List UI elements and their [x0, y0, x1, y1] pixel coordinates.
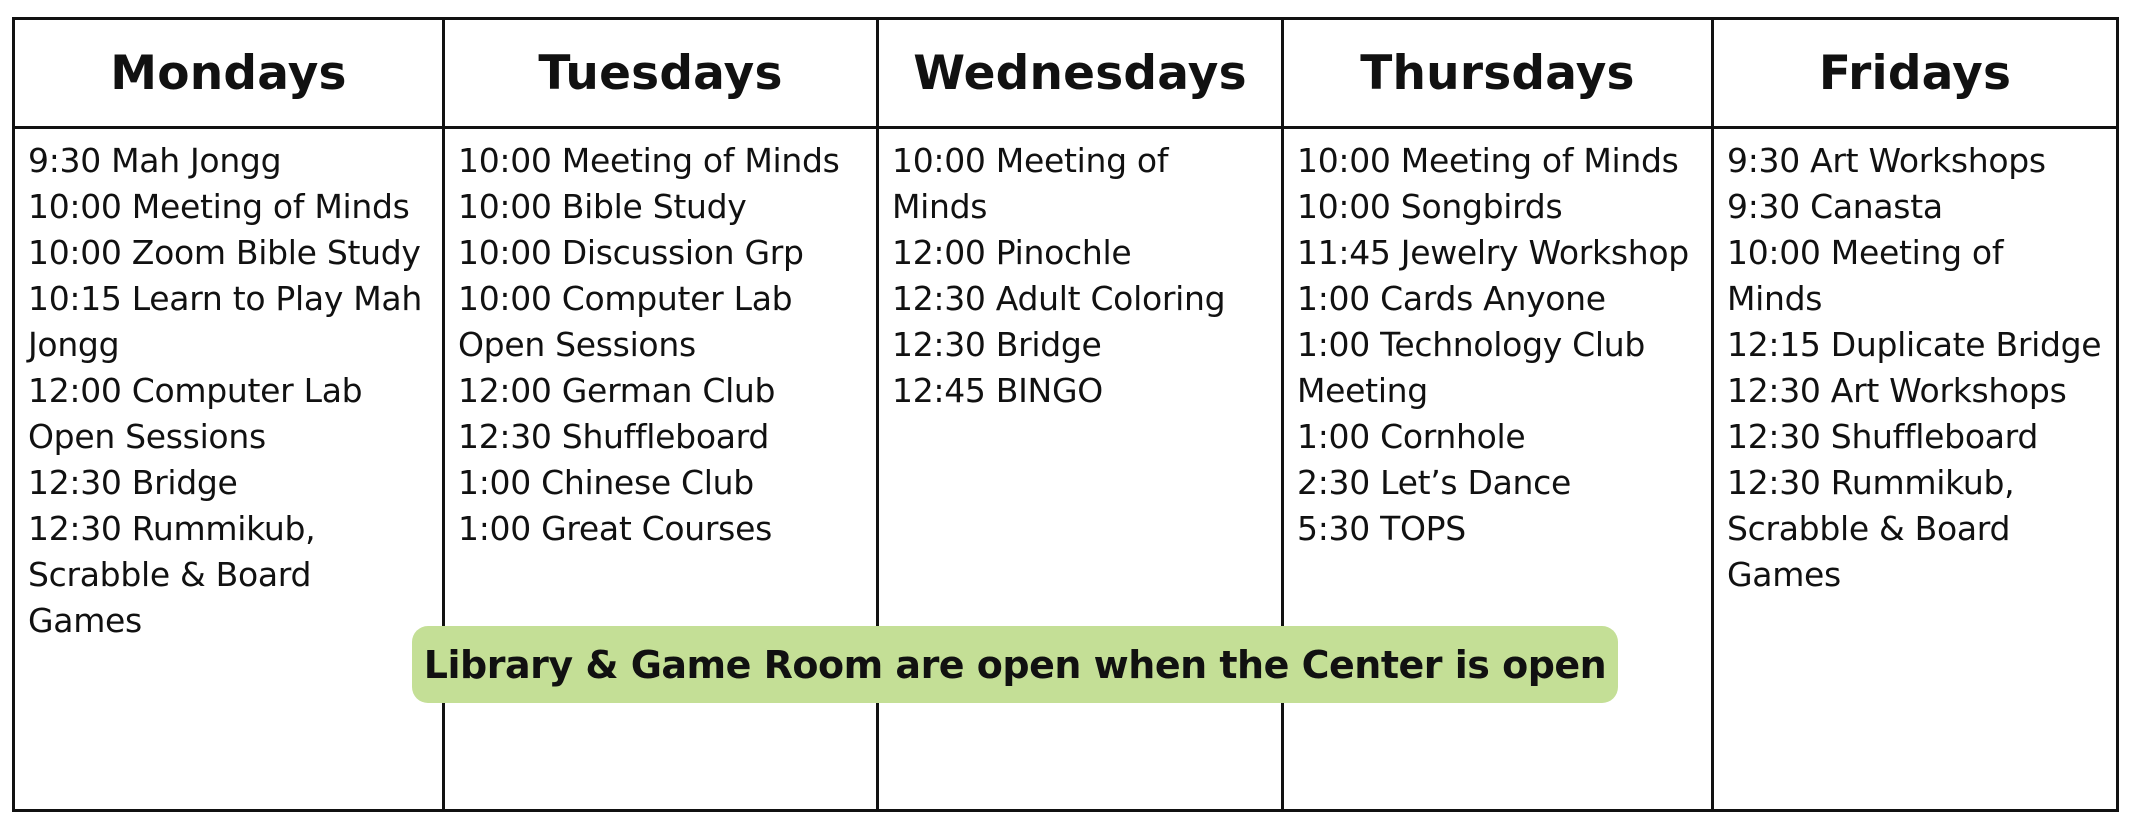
event-item: 1:00 Cards Anyone [1297, 279, 1606, 318]
event-item: 12:30 Rummikub, Scrabble & Board Games [28, 509, 316, 640]
event-item: 12:30 Shuffleboard [1727, 417, 2038, 456]
event-item: 10:00 Zoom Bible Study [28, 233, 421, 272]
event-item: 2:30 Let’s Dance [1297, 463, 1572, 502]
day-events [1714, 129, 2116, 809]
event-item: 10:00 Meeting of Minds [1297, 141, 1679, 180]
event-item: 9:30 Canasta [1727, 187, 1943, 226]
event-item: 5:30 TOPS [1297, 509, 1466, 548]
day-header: Mondays [15, 20, 442, 129]
day-events [879, 129, 1281, 809]
event-item: 10:00 Meeting of Minds [458, 141, 840, 180]
day-events [445, 129, 876, 809]
event-item: 9:30 Mah Jongg [28, 141, 282, 180]
day-header: Tuesdays [445, 20, 876, 129]
library-notice-banner: Library & Game Room are open when the Center is open [412, 626, 1618, 703]
event-item: 1:00 Cornhole [1297, 417, 1526, 456]
event-item: 12:30 Shuffleboard [458, 417, 769, 456]
day-events [1284, 129, 1711, 809]
event-item: 10:00 Discussion Grp [458, 233, 804, 272]
event-item: 10:00 Meeting of Minds [28, 187, 410, 226]
event-item: 10:00 Computer Lab Open Sessions [458, 279, 793, 364]
day-column-mondays [15, 20, 445, 809]
event-item: 12:30 Rummikub, Scrabble & Board Games [1727, 463, 2015, 594]
event-item: 1:00 Great Courses [458, 509, 772, 548]
event-item: 12:30 Bridge [28, 463, 238, 502]
event-item: 12:00 German Club [458, 371, 776, 410]
event-item: 1:00 Chinese Club [458, 463, 754, 502]
event-item: 10:00 Songbirds [1297, 187, 1563, 226]
event-item: 12:45 BINGO [892, 371, 1103, 410]
event-item: 12:00 Computer Lab Open Sessions [28, 371, 363, 456]
event-item: 11:45 Jewelry Workshop [1297, 233, 1689, 272]
event-item: 9:30 Art Workshops [1727, 141, 2046, 180]
event-item: 10:00 Meeting of Minds [892, 141, 1169, 226]
day-column-fridays [1714, 20, 2116, 809]
event-item: 10:00 Meeting of Minds [1727, 233, 2004, 318]
event-item: 12:30 Bridge [892, 325, 1102, 364]
day-events [15, 129, 442, 809]
event-item: 10:15 Learn to Play Mah Jongg [28, 279, 422, 364]
event-item: 12:30 Art Workshops [1727, 371, 2067, 410]
event-item: 12:15 Duplicate Bridge [1727, 325, 2102, 364]
day-header: Fridays [1714, 20, 2116, 129]
day-header: Wednesdays [879, 20, 1281, 129]
event-item: 12:30 Adult Coloring [892, 279, 1226, 318]
event-item: 12:00 Pinochle [892, 233, 1132, 272]
event-item: 1:00 Technology Club Meeting [1297, 325, 1646, 410]
event-item: 10:00 Bible Study [458, 187, 747, 226]
day-header: Thursdays [1284, 20, 1711, 129]
